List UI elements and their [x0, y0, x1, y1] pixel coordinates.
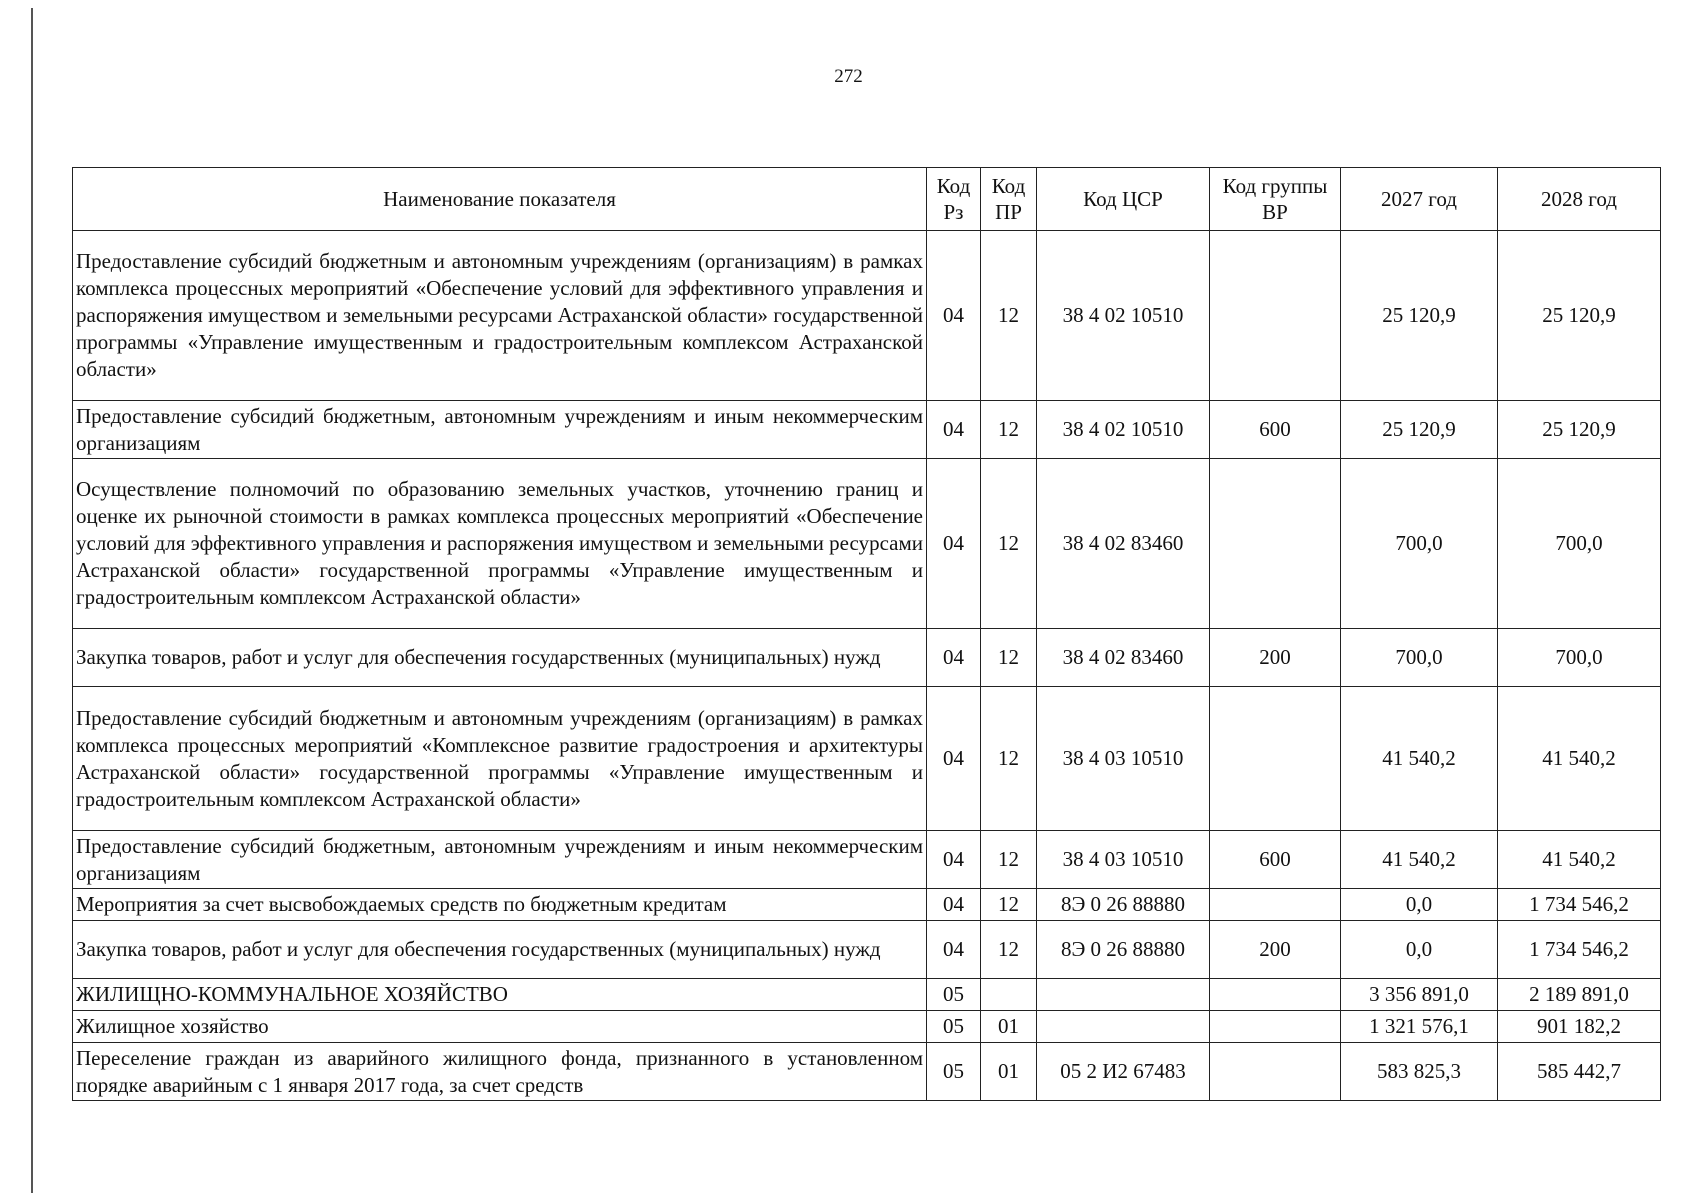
row-2027: 0,0 [1341, 921, 1498, 979]
row-pr: 12 [981, 831, 1037, 889]
row-2028: 2 189 891,0 [1498, 979, 1661, 1011]
row-rz: 04 [927, 921, 981, 979]
row-2028: 700,0 [1498, 629, 1661, 687]
row-csr [1037, 1011, 1210, 1043]
row-name: Закупка товаров, работ и услуг для обеспечения государственных (муниципальных) нужд [73, 921, 927, 979]
row-pr [981, 979, 1037, 1011]
row-rz: 04 [927, 629, 981, 687]
header-name: Наименование показателя [73, 168, 927, 231]
row-pr: 12 [981, 889, 1037, 921]
row-2027: 0,0 [1341, 889, 1498, 921]
row-2028: 25 120,9 [1498, 231, 1661, 401]
row-name: ЖИЛИЩНО-КОММУНАЛЬНОЕ ХОЗЯЙСТВО [73, 979, 927, 1011]
row-name: Жилищное хозяйство [73, 1011, 927, 1043]
row-csr: 38 4 03 10510 [1037, 687, 1210, 831]
row-name: Предоставление субсидий бюджетным, автономным учреждениям и иным некоммерческим организациям [73, 831, 927, 889]
binding-margin-line [31, 8, 33, 1193]
table-row [73, 979, 1661, 1011]
header-rz: Код Рз [927, 168, 981, 231]
row-vr [1210, 979, 1341, 1011]
row-csr: 38 4 02 83460 [1037, 459, 1210, 629]
row-rz: 04 [927, 459, 981, 629]
row-csr: 38 4 02 10510 [1037, 231, 1210, 401]
row-2028: 41 540,2 [1498, 687, 1661, 831]
row-name: Предоставление субсидий бюджетным, автономным учреждениям и иным некоммерческим организациям [73, 401, 927, 459]
row-2028: 41 540,2 [1498, 831, 1661, 889]
row-pr: 01 [981, 1011, 1037, 1043]
header-2028: 2028 год [1498, 168, 1661, 231]
row-rz: 05 [927, 979, 981, 1011]
row-csr: 8Э 0 26 88880 [1037, 889, 1210, 921]
row-csr: 05 2 И2 67483 [1037, 1043, 1210, 1101]
table-row [73, 831, 1661, 889]
row-2027: 700,0 [1341, 459, 1498, 629]
row-pr: 12 [981, 401, 1037, 459]
row-rz: 05 [927, 1043, 981, 1101]
row-2028: 901 182,2 [1498, 1011, 1661, 1043]
row-vr: 200 [1210, 629, 1341, 687]
row-csr: 38 4 03 10510 [1037, 831, 1210, 889]
row-rz: 04 [927, 687, 981, 831]
header-vr: Код группы ВР [1210, 168, 1341, 231]
row-vr [1210, 459, 1341, 629]
row-name: Осуществление полномочий по образованию земельных участков, уточнению границ и оценке их рыночной стоимости в рамках комплекса процессных мероприятий «Обеспечение условий для эффективного управления и распоряжения имуществом и земельными ресурсами Астраханской области» государственной программы «Управление имущественным и градостроительным комплексом Астраханской области» [73, 459, 927, 629]
table-row [73, 459, 1661, 629]
row-2028: 1 734 546,2 [1498, 921, 1661, 979]
row-2027: 1 321 576,1 [1341, 1011, 1498, 1043]
row-rz: 04 [927, 831, 981, 889]
table-row [73, 889, 1661, 921]
row-csr: 8Э 0 26 88880 [1037, 921, 1210, 979]
row-name: Предоставление субсидий бюджетным и автономным учреждениям (организациям) в рамках комплекса процессных мероприятий «Обеспечение условий для эффективного управления и распоряжения имуществом и земельными ресурсами Астраханской области» государственной программы «Управление имущественным и градостроительным комплексом Астраханской области» [73, 231, 927, 401]
row-2028: 585 442,7 [1498, 1043, 1661, 1101]
budget-table [72, 167, 1661, 1101]
row-vr [1210, 1011, 1341, 1043]
row-rz: 04 [927, 889, 981, 921]
row-rz: 04 [927, 231, 981, 401]
row-pr: 12 [981, 921, 1037, 979]
row-name: Закупка товаров, работ и услуг для обеспечения государственных (муниципальных) нужд [73, 629, 927, 687]
row-pr: 01 [981, 1043, 1037, 1101]
row-vr: 600 [1210, 401, 1341, 459]
header-csr: Код ЦСР [1037, 168, 1210, 231]
page-number: 272 [834, 66, 863, 87]
table-row [73, 401, 1661, 459]
row-vr [1210, 889, 1341, 921]
row-pr: 12 [981, 231, 1037, 401]
row-2027: 700,0 [1341, 629, 1498, 687]
row-pr: 12 [981, 459, 1037, 629]
row-pr: 12 [981, 687, 1037, 831]
header-pr: Код ПР [981, 168, 1037, 231]
row-name: Переселение граждан из аварийного жилищного фонда, признанного в установленном порядке аварийным с 1 января 2017 года, за счет средств [73, 1043, 927, 1101]
row-name: Предоставление субсидий бюджетным и автономным учреждениям (организациям) в рамках комплекса процессных мероприятий «Комплексное развитие градостроения и архитектуры Астраханской области» государственной программы «Управление имущественным и градостроительным комплексом Астраханской области» [73, 687, 927, 831]
table-row [73, 1043, 1661, 1101]
row-vr [1210, 687, 1341, 831]
row-vr [1210, 1043, 1341, 1101]
row-2027: 583 825,3 [1341, 1043, 1498, 1101]
row-vr: 200 [1210, 921, 1341, 979]
table-row [73, 921, 1661, 979]
row-pr: 12 [981, 629, 1037, 687]
table-row [73, 1011, 1661, 1043]
row-2028: 700,0 [1498, 459, 1661, 629]
table-row [73, 629, 1661, 687]
row-csr [1037, 979, 1210, 1011]
row-2027: 25 120,9 [1341, 231, 1498, 401]
row-2028: 1 734 546,2 [1498, 889, 1661, 921]
header-2027: 2027 год [1341, 168, 1498, 231]
row-rz: 05 [927, 1011, 981, 1043]
table-row [73, 687, 1661, 831]
row-name: Мероприятия за счет высвобождаемых средств по бюджетным кредитам [73, 889, 927, 921]
row-2027: 41 540,2 [1341, 831, 1498, 889]
row-2027: 3 356 891,0 [1341, 979, 1498, 1011]
row-csr: 38 4 02 10510 [1037, 401, 1210, 459]
row-2027: 25 120,9 [1341, 401, 1498, 459]
row-vr [1210, 231, 1341, 401]
row-2028: 25 120,9 [1498, 401, 1661, 459]
table-header-row [73, 168, 1661, 231]
row-rz: 04 [927, 401, 981, 459]
row-2027: 41 540,2 [1341, 687, 1498, 831]
table-row [73, 231, 1661, 401]
row-vr: 600 [1210, 831, 1341, 889]
row-csr: 38 4 02 83460 [1037, 629, 1210, 687]
